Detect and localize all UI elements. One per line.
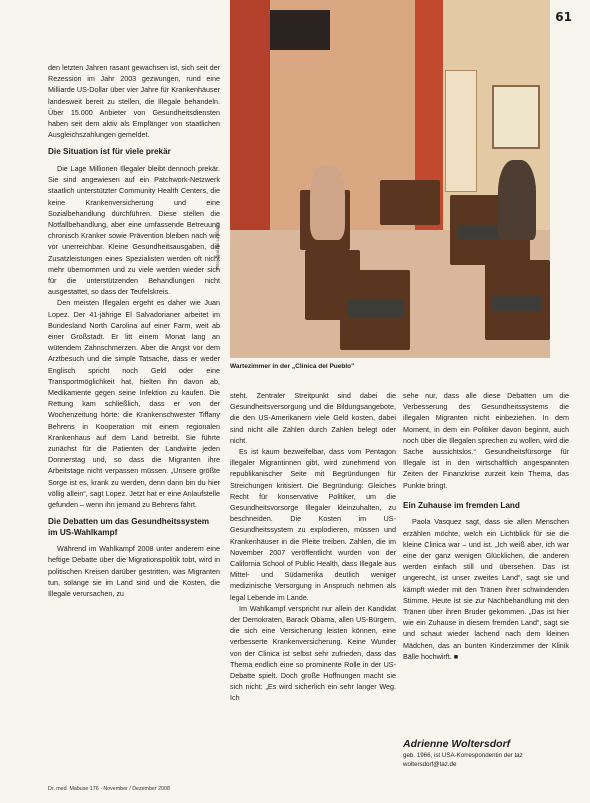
paragraph: Während im Wahlkampf 2008 unter anderem eine heftige Debatte über die Migrationspolitik tobt, wird in politischen Kreisen darüber gestritten, was Migranten tun, solange sie im Land sind und die Kosten, die Illegale verursachen, zu bbox=[48, 544, 220, 599]
photo-credit: Foto: dpa/Jim Lo Scalzo bbox=[215, 221, 220, 270]
article-column-3 bbox=[403, 390, 569, 662]
photo-chair bbox=[380, 180, 440, 225]
author-bio: geb. 1966, ist USA-Korrespondentin der taz woltersdorf@taz.de bbox=[403, 752, 523, 768]
subheading: Ein Zuhause im fremden Land bbox=[403, 500, 520, 510]
photo-caption: Wartezimmer in der „Clinica del Pueblo" bbox=[230, 363, 355, 370]
paragraph: den letzten Jahren rasant gewachsen ist, sich seit der Rezession im Jahr 2003 gezwungen, rund eine Milliarde US-Dollar über vier Jahre für Krankenhäuser landesweit bereit zu stellen, die Illegale behandeln. Über 15.000 Anbieter von Gesundheitsdiensten haben seit dem aktiv als Empfänger von staatlichen Ausgleichszahlungen gemeldet. bbox=[48, 63, 220, 140]
paragraph: steht. Zentraler Streitpunkt sind dabei die Gesundheitsversorgung und die Bildungsangebote, die den US-Amerikanern viele Geld kosten, dabei sind nicht alle Zahlen durch Zahlen belegt oder nicht. bbox=[230, 391, 396, 445]
page-footer: Dr. med. Mabuse 176 · November / Dezember 2008 bbox=[48, 786, 170, 792]
paragraph: Die Lage Millionen Illegaler bleibt dennoch prekär. Sie sind angewiesen auf ein Patchwork-Netzwerk staatlich unterstützter Community Health Centers, die keine Krankenversicherung und eine Sozialbehandlung durchführen. Diese stellen die Notfallbehandlung, aber eine umfassende Betreuung chronisch Kranker sowie Prävention bleiben nach wie vor unerreichbar. Kleine Gesundheitsausgaben, die Zusatzleistungen eines Spezialisten werden oft nicht mehr übernommen und zu viele werden wieder sich für die unterstützenden Behandlungen nicht ausgestattet, so dass der Teufelskreis. bbox=[48, 163, 220, 297]
end-mark: ■ bbox=[453, 651, 459, 661]
photo-chair-seat bbox=[492, 295, 542, 311]
paragraph bbox=[403, 516, 569, 662]
paragraph-text: Paola Vasquez sagt, dass sie allen Menschen erzählen möchte, welch ein Lichtblick für sie die kleine Clinica war – und ist. „Ich weiß aber, ich war eine der ganz wenigen Glücklichen, die anderen werden einfach still und übersehen. Das ist ungerecht, ist unser zweites Land“, sagt sie und kämpft wieder mit den Tränen ihrer schwindenden Stimme. Heute ist sie zur Nachbehandlung mit den Tränen über ihren Bruder gekommen. „Das ist hier wie ein Zuhause in diesem fremden Land“, sagt sie und schaut wieder lachend nach dem kleinen Mädchen, das an bunten Kinderzimmer der Klinik Bälle hochwirft. bbox=[403, 517, 569, 661]
paragraph: Im Wahlkampf verspricht nur allein der Kandidat der Demokraten, Barack Obama, allen US-Bürgern, die sich eine Versicherung leisten können, eine verbesserte Krankenversicherung. Keine Wunder von der Clinica ist selbst sehr zufrieden, dass das Thema endlich eine so prominente Rolle in der US-Debatte spielt. Doch große Hoffnungen macht sie sich nicht: „Es wird sicherlich ein sehr langer Weg. Ich bbox=[230, 603, 396, 703]
author-block bbox=[403, 738, 569, 769]
subheading: Die Situation ist für viele prekär bbox=[48, 147, 171, 157]
article-column-1 bbox=[48, 62, 220, 599]
paragraph: sehe nur, dass alle diese Debatten um die Verbesserung des Gesundheitssystems die illegalen Migranten nicht einbeziehen. In dem Moment, in dem ein Politiker davon beginnt, auch noch über die Illegalen sprechen zu wollen, wird die Sache aussichtslos.“ Gesundheitsfürsorge für Illegale ist in den wirtschaftlich angespannten Zeiten der Finanzkrise zurzeit kein Thema, das Punkte bringt. bbox=[403, 391, 569, 490]
page-number: 61 bbox=[555, 10, 572, 24]
author-name: Adrienne Woltersdorf bbox=[403, 738, 511, 750]
waiting-room-photo bbox=[230, 0, 550, 358]
photo-bulletin-board bbox=[492, 85, 540, 149]
photo-tv bbox=[270, 10, 330, 50]
photo-man-seated bbox=[310, 165, 345, 240]
photo-door bbox=[445, 70, 477, 192]
photo-chair-seat bbox=[348, 300, 403, 318]
article-column-2 bbox=[230, 390, 396, 704]
paragraph: Es ist kaum bezweifelbar, dass vom Pentagon illegaler Migrantinnen gibt, wird zunehmend von republikanischer Seite mit Begründungen für Streichungen kritisiert. Die Begründung: Gleiches Recht für konservative Politiker, um die Gesundheitsvorsorge Illegaler kleinzuhalten, zu beschneiden. Die Kosten im US-Gesundheitssystem zu explodieren, müssen und Krankenhäuser in die Pleite treiben. Zahlen, die im November 2007 veröffentlicht wurden von der California School of Public Health, dass Illegale aus Mittel- und Südamerika deutlich weniger medizinische Versorgung in Anspruch nehmen als legal Lebende im Lande. bbox=[230, 447, 396, 602]
subheading: Die Debatten um das Gesundheitssystem im US-Wahlkampf bbox=[48, 517, 210, 537]
paragraph: Den meisten Illegalen ergeht es daher wie Juan Lopez. Der 41-jährige El Salvadorianer arbeitet im Bundesland North Carolina auf einer Farm, weit ab einer Großstadt. Er litt einem Monat lang an wütendem Zahnschmerzen. Aber die Angst vor dem Arztbesuch und die simple Tatsache, dass er weder Englisch spricht noch Geld oder eine Transportmöglichkeit hat, hielten ihn davon ab, Medikamente gegen seine Infektion zu kaufen. Die Rettung kam schließlich, dass er von der Wochenzeitung hörte: die Krankenschwester Tiffany Behrens in Kooperation mit einem regionalen Krankenhaus auf dem Land betreibt. Sie führte zunächst für die Patienten der Landwirte jeden Donnerstag und, so dass die Migranten ihre Arbeitstage nicht verpassen müssen. „Unsere größte Sorge ist es, krank zu werden, denn dann bin du hier völlig allein“, sagt Lopez. Jetzt hat er eine Anlaufstelle gefunden – wenn ihn jemand zu Behrens fährt. bbox=[48, 298, 220, 510]
photo-woman-seated bbox=[498, 160, 536, 240]
